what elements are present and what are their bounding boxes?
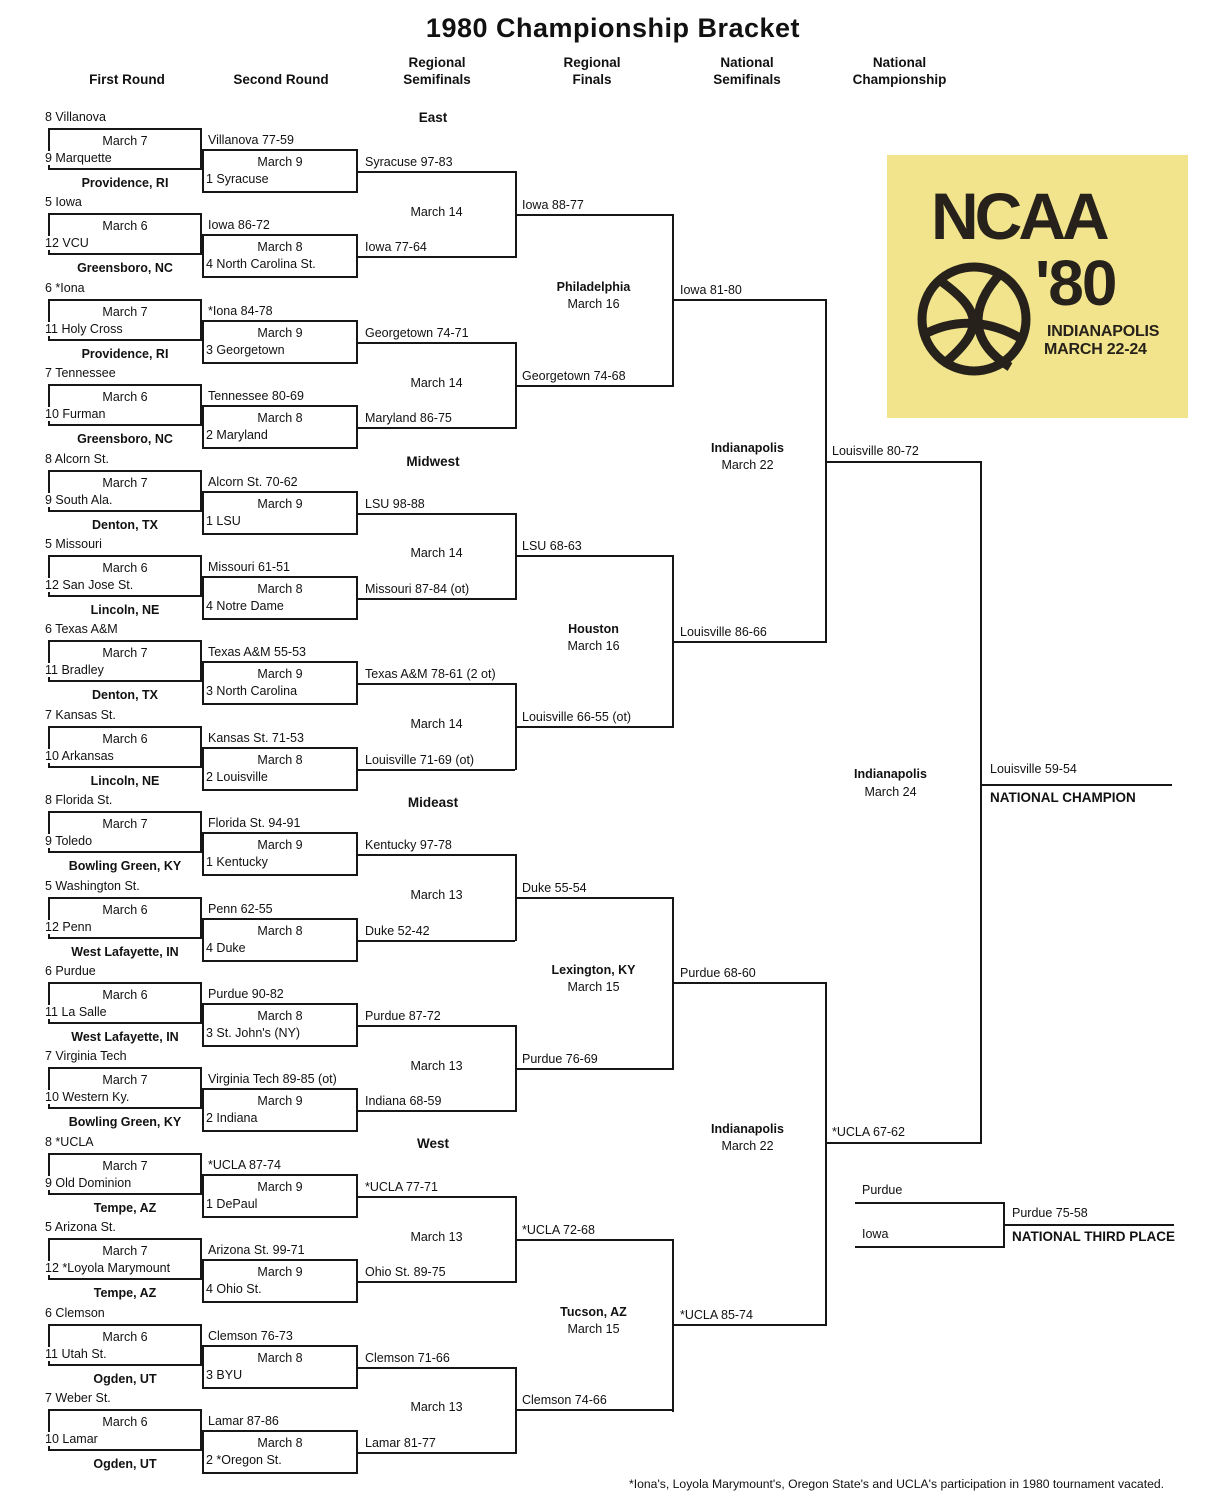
winner-entry: Lamar 81-77 bbox=[365, 1436, 436, 1450]
team-entry: 3 Georgetown bbox=[206, 343, 289, 357]
game-date: March 13 bbox=[410, 888, 463, 902]
winner-entry: Duke 55-54 bbox=[522, 881, 587, 895]
game-date: March 8 bbox=[257, 240, 303, 254]
team-entry: Purdue bbox=[862, 1183, 903, 1197]
bracket-line bbox=[855, 1202, 1005, 1204]
team-entry: 11 Utah St. bbox=[45, 1347, 111, 1361]
bracket-line bbox=[825, 461, 982, 463]
winner-entry: Iowa 81-80 bbox=[680, 283, 742, 297]
winner-entry: Clemson 71-66 bbox=[365, 1351, 450, 1365]
winner-entry: *UCLA 72-68 bbox=[522, 1223, 595, 1237]
winner-entry: Florida St. 94-91 bbox=[208, 816, 301, 830]
game-date: March 15 bbox=[567, 980, 620, 994]
team-entry: 10 Lamar bbox=[45, 1432, 102, 1446]
winner-entry: Lamar 87-86 bbox=[208, 1414, 279, 1428]
bracket-line bbox=[672, 299, 827, 301]
logo-ncaa-text: NCAA bbox=[931, 179, 1106, 253]
bracket-line bbox=[358, 1452, 515, 1454]
team-entry: 4 Ohio St. bbox=[206, 1282, 266, 1296]
game-site: Tucson, AZ bbox=[560, 1305, 627, 1319]
logo-dates-text: MARCH 22-24 bbox=[1044, 341, 1147, 358]
bracket-line bbox=[515, 214, 674, 216]
team-entry: 8 Alcorn St. bbox=[45, 452, 109, 466]
game-site: Denton, TX bbox=[92, 688, 158, 702]
team-entry: 11 La Salle bbox=[45, 1005, 111, 1019]
game-date: March 13 bbox=[410, 1230, 463, 1244]
bracket-line bbox=[825, 982, 827, 1326]
game-date: March 6 bbox=[102, 561, 148, 575]
bracket-line bbox=[358, 683, 515, 685]
team-entry: 9 Toledo bbox=[45, 834, 96, 848]
team-entry: 1 Kentucky bbox=[206, 855, 272, 869]
region-label-mideast: Mideast bbox=[407, 795, 459, 810]
game-site: Denton, TX bbox=[92, 518, 158, 532]
game-date: March 9 bbox=[257, 155, 303, 169]
winner-entry: Purdue 90-82 bbox=[208, 987, 284, 1001]
game-date: March 9 bbox=[257, 838, 303, 852]
winner-entry: Alcorn St. 70-62 bbox=[208, 475, 298, 489]
bracket-line bbox=[358, 342, 515, 344]
team-entry: 12 San Jose St. bbox=[45, 578, 137, 592]
page-title: 1980 Championship Bracket bbox=[425, 13, 801, 43]
team-entry: 11 Holy Cross bbox=[45, 322, 127, 336]
bracket-line bbox=[358, 1025, 515, 1027]
winner-entry: Villanova 77-59 bbox=[208, 133, 294, 147]
team-entry: 1 LSU bbox=[206, 514, 245, 528]
game-date: March 8 bbox=[257, 924, 303, 938]
game-date: March 9 bbox=[257, 497, 303, 511]
bracket-line bbox=[515, 897, 674, 899]
game-date: March 15 bbox=[567, 1322, 620, 1336]
game-date: March 8 bbox=[257, 1009, 303, 1023]
game-date: March 9 bbox=[257, 1094, 303, 1108]
bracket-line bbox=[358, 1196, 515, 1198]
header-line: Semifinals bbox=[713, 71, 781, 87]
ncaa-80-logo bbox=[887, 155, 1188, 418]
region-label-midwest: Midwest bbox=[406, 454, 460, 469]
bracket-line bbox=[825, 1142, 982, 1144]
game-site: Houston bbox=[568, 622, 619, 636]
winner-entry: LSU 68-63 bbox=[522, 539, 582, 553]
winner-entry: Virginia Tech 89-85 (ot) bbox=[208, 1072, 337, 1086]
game-site: Indianapolis bbox=[711, 441, 784, 455]
winner-entry: Penn 62-55 bbox=[208, 902, 273, 916]
team-entry: 9 Marquette bbox=[45, 151, 116, 165]
game-date: March 6 bbox=[102, 1330, 148, 1344]
winner-entry: Purdue 87-72 bbox=[365, 1009, 441, 1023]
team-entry: 8 *UCLA bbox=[45, 1135, 94, 1149]
team-entry: 8 Villanova bbox=[45, 110, 106, 124]
winner-entry: Purdue 75-58 bbox=[1012, 1206, 1088, 1220]
team-entry: Iowa bbox=[862, 1227, 889, 1241]
game-date: March 7 bbox=[102, 1073, 148, 1087]
game-date: March 6 bbox=[102, 390, 148, 404]
team-entry: 10 Western Ky. bbox=[45, 1090, 133, 1104]
winner-entry: *UCLA 67-62 bbox=[832, 1125, 905, 1139]
game-date: March 8 bbox=[257, 1436, 303, 1450]
game-date: March 6 bbox=[102, 219, 148, 233]
game-date: March 24 bbox=[864, 785, 917, 799]
bracket-line bbox=[515, 385, 674, 387]
team-entry: 5 Iowa bbox=[45, 195, 82, 209]
team-entry: 1 Syracuse bbox=[206, 172, 273, 186]
winner-entry: Iowa 77-64 bbox=[365, 240, 427, 254]
game-date: March 13 bbox=[410, 1059, 463, 1073]
bracket-line bbox=[855, 1246, 1005, 1248]
winner-entry: Kansas St. 71-53 bbox=[208, 731, 304, 745]
team-entry: 2 Indiana bbox=[206, 1111, 261, 1125]
bracket-line bbox=[825, 299, 827, 643]
winner-entry: Ohio St. 89-75 bbox=[365, 1265, 446, 1279]
team-entry: 9 South Ala. bbox=[45, 493, 116, 507]
column-header-regional-semifinals bbox=[377, 55, 497, 88]
team-entry: 2 *Oregon St. bbox=[206, 1453, 286, 1467]
game-date: March 6 bbox=[102, 1415, 148, 1429]
team-entry: 10 Arkansas bbox=[45, 749, 118, 763]
header-line: First Round bbox=[89, 72, 165, 87]
winner-entry: Iowa 86-72 bbox=[208, 218, 270, 232]
winner-entry: Louisville 86-66 bbox=[680, 625, 767, 639]
winner-entry: Tennessee 80-69 bbox=[208, 389, 304, 403]
game-site: Lincoln, NE bbox=[90, 774, 160, 788]
column-header-national-semifinals bbox=[687, 55, 807, 88]
game-site: Ogden, UT bbox=[93, 1457, 157, 1471]
team-entry: 9 Old Dominion bbox=[45, 1176, 135, 1190]
winner-entry: Iowa 88-77 bbox=[522, 198, 584, 212]
bracket-line bbox=[358, 598, 515, 600]
team-entry: 1 DePaul bbox=[206, 1197, 261, 1211]
winner-entry: Maryland 86-75 bbox=[365, 411, 452, 425]
winner-entry: Clemson 74-66 bbox=[522, 1393, 607, 1407]
bracket-line bbox=[358, 513, 515, 515]
game-site: Lexington, KY bbox=[551, 963, 636, 977]
winner-entry: Louisville 59-54 bbox=[990, 762, 1077, 776]
winner-entry: *UCLA 85-74 bbox=[680, 1308, 753, 1322]
region-label-west: West bbox=[416, 1136, 449, 1151]
bracket-line bbox=[980, 461, 982, 1144]
game-site: Indianapolis bbox=[854, 767, 927, 781]
game-date: March 13 bbox=[410, 1400, 463, 1414]
game-date: March 9 bbox=[257, 326, 303, 340]
basketball-icon bbox=[915, 255, 1035, 383]
team-entry: 5 Missouri bbox=[45, 537, 102, 551]
logo-city-text: INDIANAPOLIS bbox=[1047, 323, 1160, 340]
game-date: March 7 bbox=[102, 305, 148, 319]
game-date: March 8 bbox=[257, 753, 303, 767]
game-site: Tempe, AZ bbox=[93, 1201, 157, 1215]
game-date: March 7 bbox=[102, 134, 148, 148]
team-entry: 5 Arizona St. bbox=[45, 1220, 116, 1234]
winner-entry: *UCLA 77-71 bbox=[365, 1180, 438, 1194]
team-entry: 3 North Carolina bbox=[206, 684, 301, 698]
header-line: Semifinals bbox=[403, 71, 471, 87]
team-entry: 6 *Iona bbox=[45, 281, 85, 295]
bracket-line bbox=[358, 769, 515, 771]
winner-entry: Missouri 61-51 bbox=[208, 560, 290, 574]
logo-year-text: '80 bbox=[1035, 247, 1116, 319]
team-entry: 5 Washington St. bbox=[45, 879, 140, 893]
game-site: Greensboro, NC bbox=[77, 432, 173, 446]
game-date: March 7 bbox=[102, 1244, 148, 1258]
header-line: National bbox=[720, 55, 774, 70]
header-line: Finals bbox=[572, 71, 612, 87]
game-date: March 7 bbox=[102, 1159, 148, 1173]
game-date: March 7 bbox=[102, 646, 148, 660]
game-date: March 8 bbox=[257, 411, 303, 425]
winner-entry: Georgetown 74-68 bbox=[522, 369, 626, 383]
team-entry: 12 Penn bbox=[45, 920, 96, 934]
game-date: March 9 bbox=[257, 1265, 303, 1279]
team-entry: 10 Furman bbox=[45, 407, 109, 421]
bracket-line bbox=[358, 1110, 515, 1112]
bracket-line bbox=[358, 427, 515, 429]
game-site: Philadelphia bbox=[556, 280, 631, 294]
team-entry: 7 Kansas St. bbox=[45, 708, 116, 722]
winner-entry: Purdue 68-60 bbox=[680, 966, 756, 980]
national-champion-label: NATIONAL CHAMPION bbox=[990, 790, 1136, 805]
team-entry: 2 Maryland bbox=[206, 428, 272, 442]
bracket-line bbox=[358, 940, 515, 942]
game-site: Bowling Green, KY bbox=[68, 859, 182, 873]
game-date: March 14 bbox=[410, 717, 463, 731]
header-line: Second Round bbox=[233, 72, 329, 87]
team-entry: 7 Tennessee bbox=[45, 366, 116, 380]
game-date: March 7 bbox=[102, 476, 148, 490]
game-date: March 14 bbox=[410, 546, 463, 560]
bracket-line bbox=[515, 1068, 674, 1070]
game-date: March 6 bbox=[102, 903, 148, 917]
bracket-line bbox=[358, 1367, 515, 1369]
winner-entry: Kentucky 97-78 bbox=[365, 838, 452, 852]
winner-entry: Arizona St. 99-71 bbox=[208, 1243, 305, 1257]
header-line: Regional bbox=[408, 55, 466, 70]
game-date: March 16 bbox=[567, 297, 620, 311]
game-site: Indianapolis bbox=[711, 1122, 784, 1136]
winner-entry: Louisville 71-69 (ot) bbox=[365, 753, 475, 767]
game-site: Lincoln, NE bbox=[90, 603, 160, 617]
column-header-regional-finals bbox=[532, 55, 652, 88]
winner-entry: Missouri 87-84 (ot) bbox=[365, 582, 470, 596]
header-line: National bbox=[872, 55, 927, 70]
team-entry: 3 St. John's (NY) bbox=[206, 1026, 304, 1040]
winner-entry: Purdue 76-69 bbox=[522, 1052, 598, 1066]
national-third-place-label: NATIONAL THIRD PLACE bbox=[1012, 1229, 1175, 1244]
bracket-line bbox=[672, 1324, 827, 1326]
game-date: March 22 bbox=[721, 1139, 774, 1153]
winner-entry: LSU 98-88 bbox=[365, 497, 425, 511]
game-date: March 14 bbox=[410, 376, 463, 390]
bracket-line bbox=[980, 784, 1172, 786]
game-date: March 14 bbox=[410, 205, 463, 219]
winner-entry: Clemson 76-73 bbox=[208, 1329, 293, 1343]
winner-entry: Indiana 68-59 bbox=[365, 1094, 442, 1108]
game-date: March 9 bbox=[257, 667, 303, 681]
game-site: Tempe, AZ bbox=[93, 1286, 157, 1300]
column-header-second-round bbox=[201, 72, 361, 89]
bracket-line bbox=[515, 1409, 674, 1411]
game-date: March 6 bbox=[102, 732, 148, 746]
game-date: March 8 bbox=[257, 582, 303, 596]
vacated-footnote: *Iona's, Loyola Marymount's, Oregon State's and UCLA's participation in 1980 tournament vacated. bbox=[629, 1477, 1165, 1491]
winner-entry: Duke 52-42 bbox=[365, 924, 430, 938]
winner-entry: Texas A&M 78-61 (2 ot) bbox=[365, 667, 496, 681]
team-entry: 4 North Carolina St. bbox=[206, 257, 320, 271]
game-site: Greensboro, NC bbox=[77, 261, 173, 275]
region-label-east: East bbox=[418, 110, 448, 125]
game-date: March 6 bbox=[102, 988, 148, 1002]
column-header-national-championship bbox=[827, 55, 972, 88]
winner-entry: Syracuse 97-83 bbox=[365, 155, 453, 169]
bracket-line bbox=[358, 171, 515, 173]
game-date: March 9 bbox=[257, 1180, 303, 1194]
bracket-line bbox=[1003, 1224, 1174, 1226]
bracket-line bbox=[358, 854, 515, 856]
game-site: Bowling Green, KY bbox=[68, 1115, 182, 1129]
bracket-line bbox=[672, 982, 827, 984]
winner-entry: Louisville 80-72 bbox=[832, 444, 919, 458]
team-entry: 7 Virginia Tech bbox=[45, 1049, 127, 1063]
team-entry: 2 Louisville bbox=[206, 770, 272, 784]
game-date: March 22 bbox=[721, 458, 774, 472]
winner-entry: *Iona 84-78 bbox=[208, 304, 273, 318]
team-entry: 12 VCU bbox=[45, 236, 93, 250]
game-site: Providence, RI bbox=[81, 176, 169, 190]
winner-entry: Texas A&M 55-53 bbox=[208, 645, 306, 659]
header-line: Regional bbox=[563, 55, 621, 70]
team-entry: 8 Florida St. bbox=[45, 793, 113, 807]
winner-entry: Louisville 66-55 (ot) bbox=[522, 710, 632, 724]
team-entry: 11 Bradley bbox=[45, 663, 108, 677]
team-entry: 7 Weber St. bbox=[45, 1391, 111, 1405]
bracket-line bbox=[515, 1239, 674, 1241]
bracket-line bbox=[358, 1281, 515, 1283]
game-date: March 8 bbox=[257, 1351, 303, 1365]
winner-entry: *UCLA 87-74 bbox=[208, 1158, 281, 1172]
column-header-first-round bbox=[47, 72, 207, 89]
winner-entry: Georgetown 74-71 bbox=[365, 326, 469, 340]
team-entry: 6 Texas A&M bbox=[45, 622, 118, 636]
bracket-line bbox=[515, 555, 674, 557]
team-entry: 4 Duke bbox=[206, 941, 250, 955]
team-entry: 6 Purdue bbox=[45, 964, 96, 978]
game-site: West Lafayette, IN bbox=[71, 945, 179, 959]
game-site: West Lafayette, IN bbox=[71, 1030, 179, 1044]
game-date: March 16 bbox=[567, 639, 620, 653]
header-line: Championship bbox=[852, 71, 947, 87]
team-entry: 3 BYU bbox=[206, 1368, 246, 1382]
bracket-line bbox=[358, 256, 515, 258]
game-site: Providence, RI bbox=[81, 347, 169, 361]
game-date: March 7 bbox=[102, 817, 148, 831]
team-entry: 12 *Loyola Marymount bbox=[45, 1261, 174, 1275]
bracket-line bbox=[672, 641, 827, 643]
bracket-line bbox=[515, 726, 674, 728]
game-site: Ogden, UT bbox=[93, 1372, 157, 1386]
team-entry: 6 Clemson bbox=[45, 1306, 105, 1320]
team-entry: 4 Notre Dame bbox=[206, 599, 288, 613]
